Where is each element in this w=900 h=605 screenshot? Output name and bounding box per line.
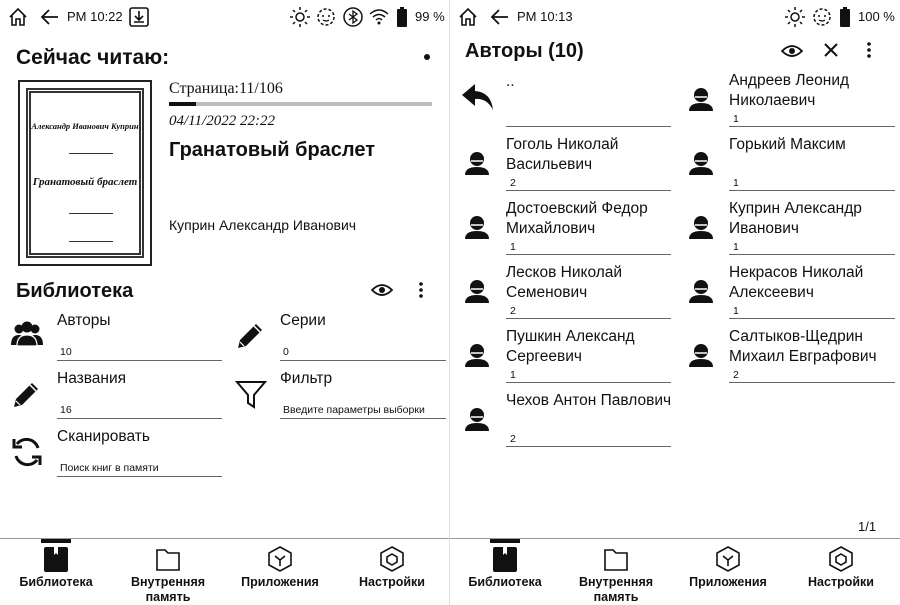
- eye-icon[interactable]: [781, 43, 803, 59]
- author-avatar-icon: [464, 406, 490, 432]
- author-book-count: 1: [506, 241, 671, 255]
- author-book-count: 1: [506, 369, 671, 383]
- settings-hexagon-icon: [828, 545, 854, 573]
- bluetooth-icon: [342, 6, 364, 28]
- cover-title: Гранатовый браслет: [32, 176, 138, 188]
- author-name[interactable]: Андреев Леонид Николаевич: [729, 72, 850, 109]
- filter-label[interactable]: Фильтр: [280, 370, 333, 387]
- battery-icon: [393, 6, 415, 28]
- reading-progress-fill: [169, 102, 196, 106]
- author-name[interactable]: Гоголь Николай Васильевич: [506, 136, 619, 173]
- sync-icon: [811, 6, 833, 28]
- close-icon[interactable]: [823, 42, 839, 58]
- library-title: Библиотека: [16, 280, 134, 302]
- nav-internal-memory-label: Внутренняя память: [578, 575, 654, 604]
- status-time: PM 10:13: [517, 9, 573, 24]
- status-bar-right: [450, 0, 900, 34]
- up-level-label[interactable]: ..: [506, 73, 515, 90]
- nav-apps-label: Приложения: [241, 575, 319, 589]
- bottom-nav: [450, 538, 900, 605]
- battery-level: 99 %: [415, 9, 445, 24]
- nav-internal-memory-label: Внутренняя память: [130, 575, 206, 604]
- author-name[interactable]: Чехов Антон Павлович: [506, 392, 672, 409]
- cover-ornament-base: [69, 241, 113, 242]
- cover-frame: [26, 88, 144, 258]
- back-arrow-icon[interactable]: [489, 6, 511, 28]
- author-avatar-icon: [688, 150, 714, 176]
- nav-settings[interactable]: [336, 539, 448, 605]
- up-level-line: [506, 113, 671, 127]
- author-name[interactable]: Куприн Александр Иванович: [729, 200, 862, 237]
- page-indicator: 1/1: [858, 519, 877, 534]
- scan-hint: Поиск книг в памяти: [57, 461, 222, 477]
- nav-settings[interactable]: [784, 539, 898, 605]
- sync-icon: [315, 6, 337, 28]
- settings-hexagon-icon: [379, 545, 405, 573]
- titles-count: 16: [57, 403, 222, 419]
- author-book-count: 2: [506, 305, 671, 319]
- authors-count: 10: [57, 345, 222, 361]
- last-read-date: 04/11/2022 22:22: [169, 113, 275, 129]
- nav-settings-label: Настройки: [359, 575, 425, 589]
- nav-internal-memory[interactable]: [112, 539, 224, 605]
- author-book-count: 1: [729, 305, 895, 319]
- eye-icon[interactable]: [371, 282, 393, 298]
- author-avatar-icon: [688, 214, 714, 240]
- library-book-icon: [492, 545, 518, 573]
- author-name[interactable]: Пушкин Александ Сергеевич: [506, 328, 635, 365]
- series-count: 0: [280, 345, 446, 361]
- now-reading-menu-icon[interactable]: [424, 54, 430, 60]
- wifi-icon: [368, 6, 390, 28]
- author-avatar-icon: [688, 342, 714, 368]
- battery-icon: [836, 6, 858, 28]
- author-avatar-icon: [688, 86, 714, 112]
- titles-label[interactable]: Названия: [57, 370, 127, 387]
- apps-hexagon-icon: [267, 545, 293, 573]
- author-book-count: 2: [729, 369, 895, 383]
- up-level-arrow-icon[interactable]: [461, 82, 495, 112]
- authors-screen: [450, 0, 900, 605]
- titles-pen-icon: [10, 377, 44, 411]
- scan-label[interactable]: Сканировать: [57, 428, 150, 445]
- cover-ornament-top: [69, 153, 113, 154]
- scan-icon: [10, 435, 44, 469]
- apps-hexagon-icon: [715, 545, 741, 573]
- author-avatar-icon: [464, 342, 490, 368]
- nav-library-label: Библиотека: [19, 575, 93, 589]
- brightness-icon: [784, 6, 806, 28]
- nav-internal-memory[interactable]: [560, 539, 672, 605]
- home-icon[interactable]: [457, 6, 479, 28]
- author-book-count: 2: [506, 177, 671, 191]
- authors-label[interactable]: Авторы: [57, 312, 111, 329]
- author-avatar-icon: [464, 278, 490, 304]
- now-reading-title: Сейчас читаю:: [16, 46, 170, 69]
- author-name[interactable]: Лесков Николай Семенович: [506, 264, 623, 301]
- author-avatar-icon: [464, 150, 490, 176]
- book-author: Куприн Александр Иванович: [169, 217, 357, 233]
- filter-placeholder: Введите параметры выборки: [280, 403, 446, 419]
- more-icon[interactable]: [865, 41, 873, 59]
- home-icon[interactable]: [7, 6, 29, 28]
- author-avatar-icon: [688, 278, 714, 304]
- author-book-count: 1: [729, 241, 895, 255]
- author-name[interactable]: Достоевский Федор Михайлович: [506, 200, 648, 237]
- back-arrow-icon[interactable]: [39, 6, 61, 28]
- cover-ornament-bottom: [69, 213, 113, 214]
- author-name[interactable]: Салтыков-Щедрин Михаил Евграфович: [729, 328, 877, 365]
- series-pen-icon: [234, 318, 268, 352]
- authors-icon: [10, 318, 44, 352]
- author-book-count: 1: [729, 177, 895, 191]
- brightness-icon: [289, 6, 311, 28]
- folder-icon: [155, 545, 181, 573]
- nav-apps[interactable]: [224, 539, 336, 605]
- library-more-icon[interactable]: [417, 281, 425, 299]
- nav-apps-label: Приложения: [689, 575, 767, 589]
- series-label[interactable]: Серии: [280, 312, 326, 329]
- author-book-count: 2: [506, 433, 671, 447]
- status-time: PM 10:22: [67, 9, 123, 24]
- download-icon: [128, 6, 150, 28]
- nav-library[interactable]: [0, 539, 112, 605]
- battery-level: 100 %: [858, 9, 895, 24]
- folder-icon: [603, 545, 629, 573]
- author-avatar-icon: [464, 214, 490, 240]
- authors-title: Авторы (10): [465, 40, 584, 62]
- author-book-count: 1: [729, 113, 895, 127]
- author-name[interactable]: Горький Максим: [729, 136, 846, 153]
- author-name[interactable]: Некрасов Николай Алексеевич: [729, 264, 864, 301]
- filter-icon: [234, 377, 268, 411]
- book-cover[interactable]: [18, 80, 152, 266]
- page-counter: Страница:11/106: [169, 80, 283, 97]
- cover-author: Александр Иванович Куприн: [31, 121, 139, 131]
- nav-library[interactable]: [450, 539, 560, 605]
- nav-settings-label: Настройки: [808, 575, 874, 589]
- status-bar: [0, 0, 450, 34]
- nav-library-label: Библиотека: [468, 575, 542, 589]
- library-book-icon: [43, 545, 69, 573]
- book-title[interactable]: Гранатовый браслет: [169, 139, 376, 161]
- nav-apps[interactable]: [672, 539, 784, 605]
- bottom-nav: [0, 538, 450, 605]
- reading-progress-bar: [169, 102, 432, 106]
